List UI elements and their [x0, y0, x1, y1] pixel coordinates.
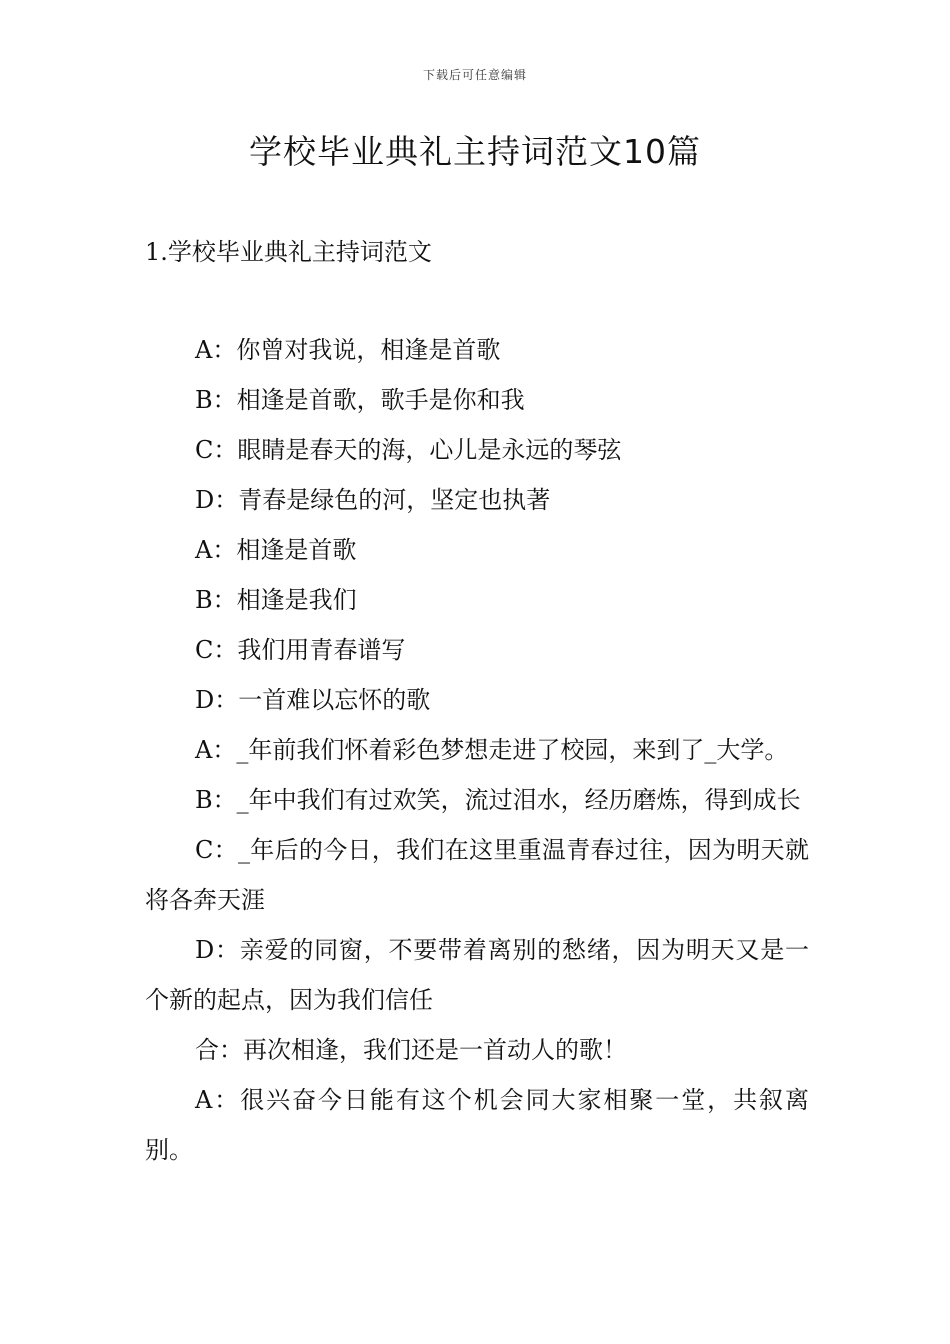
header-note: 下载后可任意编辑 — [422, 68, 527, 82]
paragraph: B：相逢是我们 — [195, 586, 357, 614]
paragraph: A：你曾对我说，相逢是首歌 — [195, 336, 501, 364]
paragraph: A：相逢是首歌 — [195, 536, 357, 564]
paragraph: C：_年后的今日，我们在这里重温青春过往，因为明天就将各奔天涯 — [145, 836, 809, 914]
paragraph: A：很兴奋今日能有这个机会同大家相聚一堂，共叙离别。 — [145, 1086, 809, 1164]
paragraph: B：_年中我们有过欢笑，流过泪水，经历磨炼，得到成长 — [195, 786, 801, 814]
paragraph: C：眼睛是春天的海，心儿是永远的琴弦 — [195, 436, 622, 464]
paragraph: B：相逢是首歌，歌手是你和我 — [195, 386, 525, 414]
document-title: 学校毕业典礼主持词范文10篇 — [249, 132, 701, 171]
paragraph: C：我们用青春谱写 — [195, 636, 406, 664]
paragraph: D：亲爱的同窗，不要带着离别的愁绪，因为明天又是一个新的起点，因为我们信任 — [145, 936, 809, 1014]
section-heading: 1.学校毕业典礼主持词范文 — [145, 238, 432, 266]
paragraph: 合：再次相逢，我们还是一首动人的歌！ — [195, 1036, 627, 1064]
document-body — [145, 325, 809, 1175]
paragraph: D：一首难以忘怀的歌 — [195, 686, 431, 714]
paragraph: D：青春是绿色的河，坚定也执著 — [195, 486, 551, 514]
paragraph: A：_年前我们怀着彩色梦想走进了校园，来到了_大学。 — [195, 736, 789, 764]
